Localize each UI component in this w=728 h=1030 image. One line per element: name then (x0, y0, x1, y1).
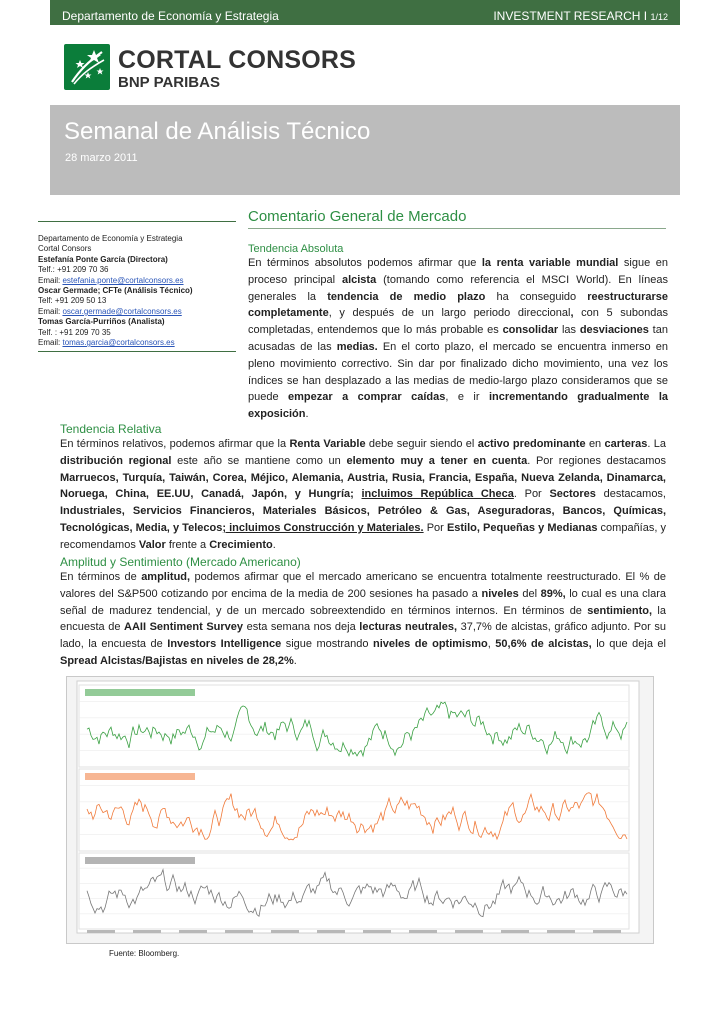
chart-axis-tick (363, 930, 391, 933)
header-department: Departamento de Economía y Estrategia (62, 9, 279, 23)
title-banner (50, 105, 680, 195)
relative-heading: Tendencia Relativa (60, 422, 162, 436)
amplitude-paragraph: En términos de amplitud, podemos afirmar que el mercado americano se encuentra totalmente reestructurado. El % de valores del S&P500 cotizando por encima de la media de 200 sesiones ha pasado a niveles del 89%, lo cual es una clara señal de madurez tendencial, y de un mercado sobreextendido en términos internos. En términos de sentimiento, la encuesta de AAII Sentiment Survey esta semana nos deja lecturas neutrales, 37,7% de alcistas, gráfico adjunto. Por su lado, la encuesta de Investors Intelligence sigue mostrando niveles de optimismo, 50,6% de alcistas, lo que deja el Spread Alcistas/Bajistas en niveles de 28,2%. (60, 571, 667, 667)
contact-person: Tomas García-Purriños (Analista) Telf. : +91 209 70 35 Email: tomas.garcia@cortalconsors.es (38, 317, 175, 348)
section-rule (248, 228, 666, 229)
contact-dept: Departamento de Economía y Estrategia (38, 234, 183, 243)
chart-panel (79, 685, 629, 767)
contact-block (38, 234, 238, 348)
chart-axis-tick (133, 930, 161, 933)
report-date: 28 marzo 2011 (65, 152, 138, 164)
chart-axis-tick (179, 930, 207, 933)
chart-axis-tick (317, 930, 345, 933)
chart-axis-tick (547, 930, 575, 933)
email-link[interactable]: estefania.ponte@cortalconsors.es (62, 275, 184, 285)
sentiment-chart-image (66, 676, 654, 944)
email-link[interactable]: oscar.germade@cortalconsors.es (62, 306, 182, 316)
page-number: 1/12 (650, 12, 668, 22)
contact-bottom-rule (38, 351, 236, 352)
contact-company: Cortal Consors (38, 244, 92, 254)
logo-line1: CORTAL CONSORS (118, 46, 356, 74)
relative-paragraph: En términos relativos, podemos afirmar que la Renta Variable debe seguir siendo el activo predominante en carteras. La distribución regional este año se mantiene como un elemento muy a tener en cuenta. Por regiones destacamos Marruecos, Turquía, Taiwán, Corea, Méjico, Alemania, Austria, Rusia, Francia, España, Nueva Zelanda, Dinamarca, Noruega, China, EE.UU, Canadá, Japón, y Hungría; incluimos República Checa. Por Sectores destacamos, Industriales, Servicios Financieros, Materiales Básicos, Petróleo & Gas, Aseguradoras, Bancos, Químicas, Tecnológicas, Media, y Telecos; incluimos Construcción y Materiales. Por Estilo, Pequeñas y Medianas compañías, y recomendamos Valor frente a Crecimiento. (60, 438, 667, 551)
chart-axis-tick (87, 930, 115, 933)
chart-panel (79, 853, 629, 929)
absolute-paragraph: En términos absolutos podemos afirmar que la renta variable mundial sigue en proceso principal alcista (tomando como referencia el MSCI World). En líneas generales la tendencia de medio plazo ha conseguido reestructurarse completamente, y después de un largo periodo direccional, con 5 subondas completadas, entendemos que lo más probable es consolidar las desviaciones tan acusadas de las medias. En el corto plazo, el mercado se encuentra inmerso en pleno movimiento correctivo. Sin dar por finalizado dicho movimiento, una vez los índices se han desplazado a las medias de medio-largo plazo consideramos que se puede empezar a comprar caídas, e ir incrementando gradualmente la exposición. (248, 257, 668, 421)
absolute-heading: Tendencia Absoluta (248, 243, 344, 255)
sentiment-chart-graphic (67, 677, 655, 945)
header-bar (50, 0, 680, 25)
chart-axis-tick (501, 930, 529, 933)
amplitude-heading: Amplitud y Sentimiento (Mercado Americano) (60, 555, 301, 569)
contact-person: Estefanía Ponte García (Directora) Telf.: +91 209 70 36 Email: estefania.ponte@cortalconsors.es (38, 254, 184, 285)
email-link[interactable]: tomas.garcia@cortalconsors.es (62, 338, 175, 348)
chart-panel-legend (85, 689, 195, 696)
chart-axis-tick (409, 930, 437, 933)
chart-panel-legend (85, 773, 195, 780)
contact-top-rule (38, 221, 236, 222)
chart-axis-tick (271, 930, 299, 933)
chart-axis-tick (593, 930, 621, 933)
chart-axis-tick (225, 930, 253, 933)
chart-axis-tick (455, 930, 483, 933)
chart-panel-legend (85, 857, 195, 864)
stars-logo-icon (64, 44, 110, 90)
logo-line2: BNP PARIBAS (118, 74, 220, 91)
amplitude-section (60, 555, 666, 670)
relative-section (60, 422, 666, 554)
report-title: Semanal de Análisis Técnico (64, 118, 371, 145)
chart-caption: Fuente: Bloomberg. (109, 949, 180, 958)
section-title: Comentario General de Mercado (248, 208, 467, 225)
market-commentary (248, 208, 668, 423)
contact-person: Oscar Germade; CFTe (Análisis Técnico) Telf: +91 209 50 13 Email: oscar.germade@cortalconsors.es (38, 286, 193, 316)
header-section: INVESTMENT RESEARCH I 1/12 (493, 9, 668, 23)
company-logo (64, 44, 364, 94)
